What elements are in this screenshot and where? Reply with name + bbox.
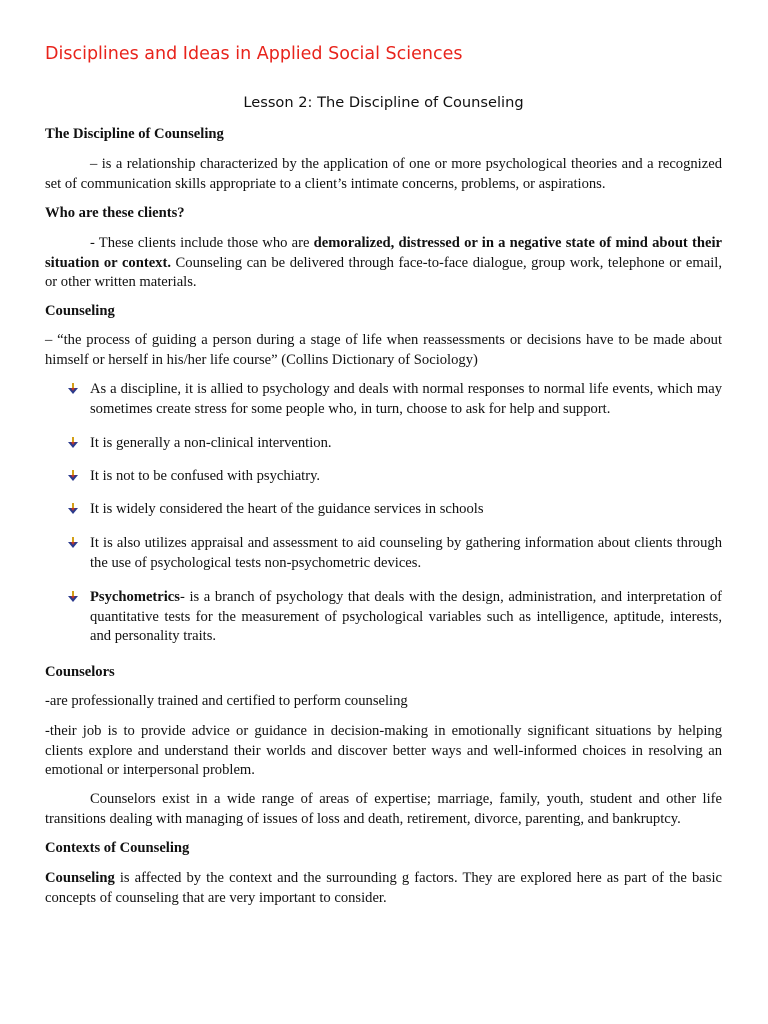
bullet-text: It is also utilizes appraisal and assessment to aid counseling by gathering information about clients through the use of psychological tests non-psychometric devices. <box>90 535 722 571</box>
bullet-bold-term: Psychometrics <box>90 589 180 605</box>
clients-text-suffix: Counseling can be delivered through face-to-face dialogue, group work, telephone or email, or other written materials. <box>45 254 722 291</box>
contexts-bold-lead: Counseling <box>45 870 115 886</box>
down-arrow-bullet-icon <box>68 503 78 515</box>
counseling-definition: – “the process of guiding a person during a stage of life when reassessments or decisions have to be made about himself or herself in his/her life course” (Collins Dictionary of Sociology) <box>45 332 722 368</box>
bullet-text: As a discipline, it is allied to psychology and deals with normal responses to normal life events, which may sometimes create stress for some people who, in turn, choose to ask for help and support. <box>90 381 722 417</box>
discipline-paragraph: – is a relationship characterized by the application of one or more psychological theories and a recognized set of communication skills appropriate to a client’s intimate concerns, problems, or aspirations. <box>45 156 722 192</box>
clients-paragraph <box>45 234 722 293</box>
list-item <box>90 380 722 419</box>
down-arrow-bullet-icon <box>68 470 78 482</box>
down-arrow-bullet-icon <box>68 437 78 449</box>
heading-counselors: Counselors <box>45 664 115 680</box>
heading-contexts: Contexts of Counseling <box>45 840 190 856</box>
list-item <box>90 500 722 520</box>
bullet-text: It is not to be confused with psychiatry. <box>90 468 321 484</box>
counselors-line-1: -are professionally trained and certified to perform counseling <box>45 693 408 709</box>
lesson-title: Lesson 2: The Discipline of Counseling <box>243 94 524 111</box>
bullet-text: It is generally a non-clinical intervention. <box>90 435 332 451</box>
heading-discipline: The Discipline of Counseling <box>45 126 224 142</box>
list-item <box>90 588 722 647</box>
bullet-text: - is a branch of psychology that deals with the design, administration, and interpretation of quantitative tests for the measurement of psychological variables such as intelligence, aptitude, interests, and personality traits. <box>90 589 722 645</box>
down-arrow-bullet-icon <box>68 537 78 549</box>
down-arrow-bullet-icon <box>68 591 78 603</box>
list-item <box>90 434 722 454</box>
counselors-line-2: -their job is to provide advice or guidance in decision-making in emotionally significant situations by helping clients explore and understand their worlds and discover better ways and well-informed choices in resolving an emotional or interpersonal problem. <box>45 723 722 779</box>
counselors-line-3: Counselors exist in a wide range of areas of expertise; marriage, family, youth, student and other life transitions dealing with managing of issues of loss and death, retirement, divorce, parenting, and bankruptcy. <box>45 791 722 827</box>
document-header-title: Disciplines and Ideas in Applied Social Sciences <box>45 44 463 64</box>
heading-clients: Who are these clients? <box>45 205 185 221</box>
contexts-text: is affected by the context and the surrounding g factors. They are explored here as part of the basic concepts of counseling that are very important to consider. <box>45 870 722 906</box>
clients-text-prefix: - These clients include those who are <box>90 235 314 251</box>
contexts-paragraph <box>45 869 722 908</box>
bullet-text: It is widely considered the heart of the guidance services in schools <box>90 501 484 517</box>
down-arrow-bullet-icon <box>68 383 78 395</box>
list-item <box>90 467 722 487</box>
list-item <box>90 534 722 573</box>
clients-text-bold: demoralized, distressed or in a negative state of mind about their situation or context. <box>45 235 722 271</box>
heading-counseling: Counseling <box>45 303 115 319</box>
